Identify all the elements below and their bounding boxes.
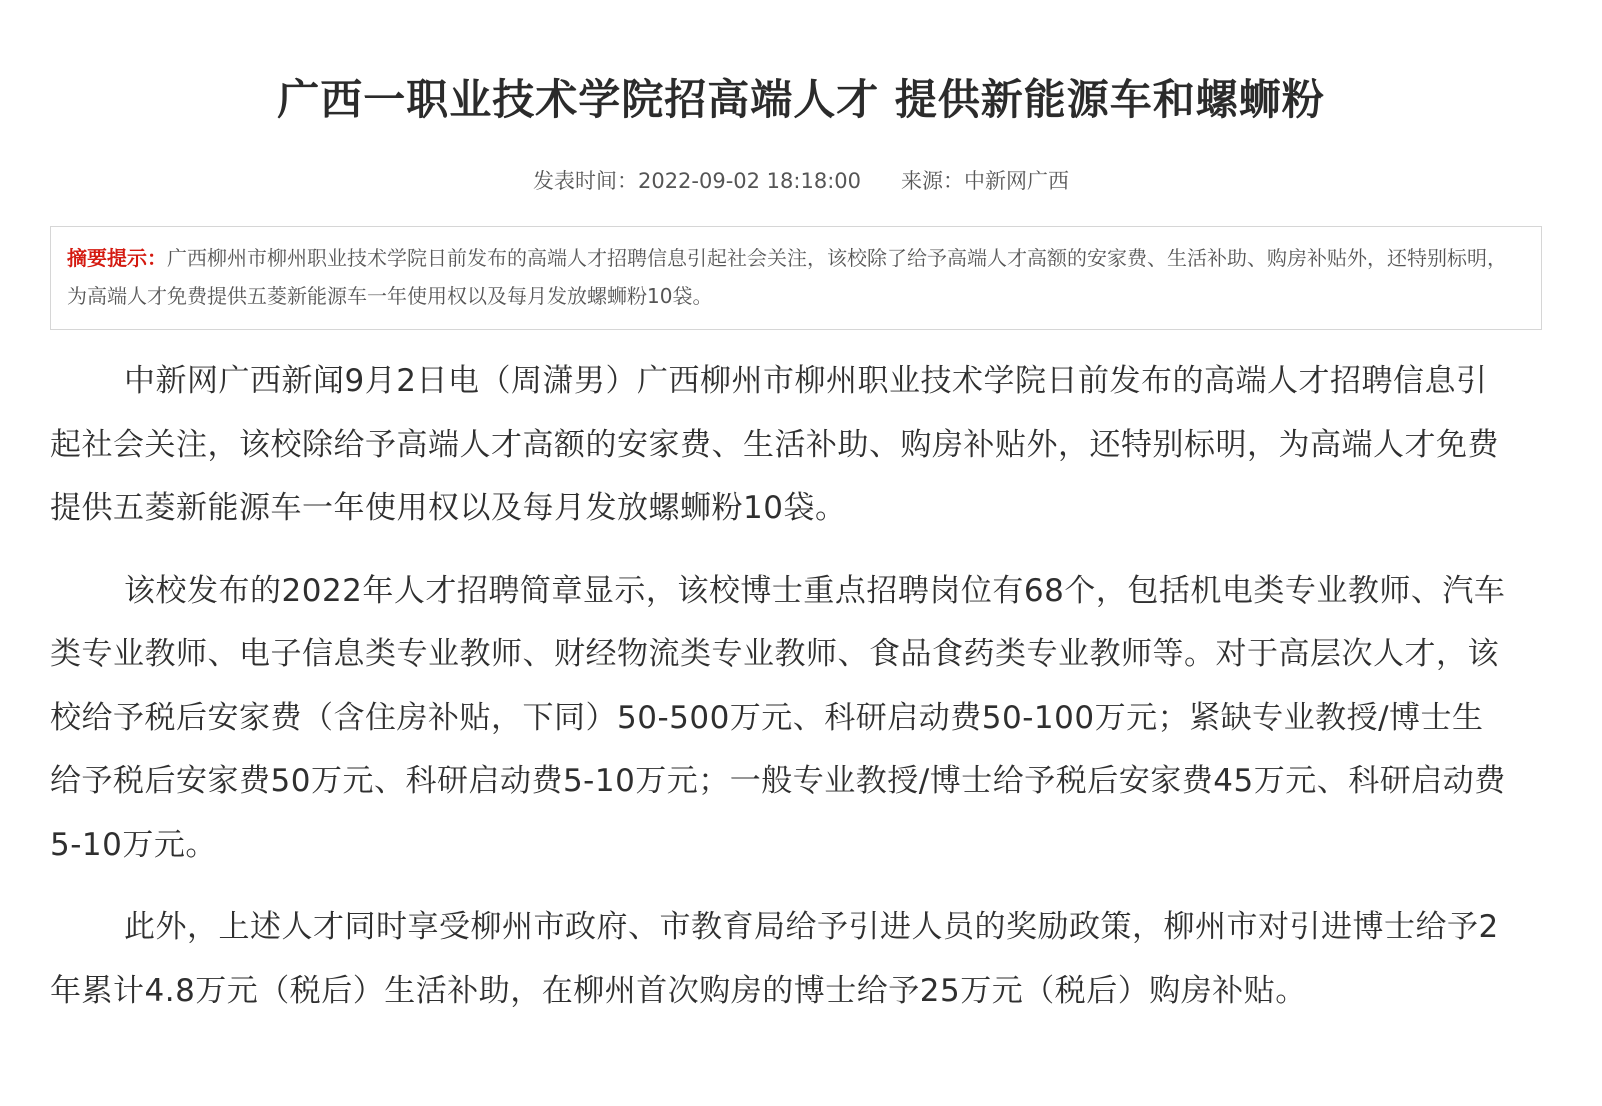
article-body [50,350,1510,1042]
body-paragraph-2: 该校发布的2022年人才招聘简章显示，该校博士重点招聘岗位有68个，包括机电类专业教师、汽车类专业教师、电子信息类专业教师、财经物流类专业教师、食品食药类专业教师等。对于高层次人才，该校给予税后安家费（含住房补贴，下同）50-500万元、科研启动费50-100万元；紧缺专业教授/博士生给予税后安家费50万元、科研启动费5-10万元；一般专业教授/博士给予税后安家费45万元、科研启动费5-10万元。 [50,572,1506,863]
source-name: 中新网广西 [964,169,1070,193]
summary-text: 广西柳州市柳州职业技术学院日前发布的高端人才招聘信息引起社会关注，该校除了给予高端人才高额的安家费、生活补助、购房补贴外，还特别标明，为高端人才免费提供五菱新能源车一年使用权以及每月发放螺蛳粉10袋。 [67,246,1507,308]
body-paragraph-1: 中新网广西新闻9月2日电（周潇男）广西柳州市柳州职业技术学院日前发布的高端人才招聘信息引起社会关注，该校除给予高端人才高额的安家费、生活补助、购房补贴外，还特别标明，为高端人才免费提供五菱新能源车一年使用权以及每月发放螺蛳粉10袋。 [50,363,1499,526]
source-label: 来源： [901,169,965,193]
publish-time-label: 发表时间： [532,169,638,193]
article-meta [0,166,1602,196]
body-paragraph-3: 此外，上述人才同时享受柳州市政府、市教育局给予引进人员的奖励政策，柳州市对引进博士给予2年累计4.8万元（税后）生活补助，在柳州首次购房的博士给予25万元（税后）购房补贴。 [50,909,1499,1009]
summary-box [50,226,1542,330]
summary-label: 摘要提示： [67,246,167,270]
article-title: 广西一职业技术学院招高端人才 提供新能源车和螺蛳粉 [277,75,1325,124]
publish-time: 2022-09-02 18:18:00 [637,169,862,193]
